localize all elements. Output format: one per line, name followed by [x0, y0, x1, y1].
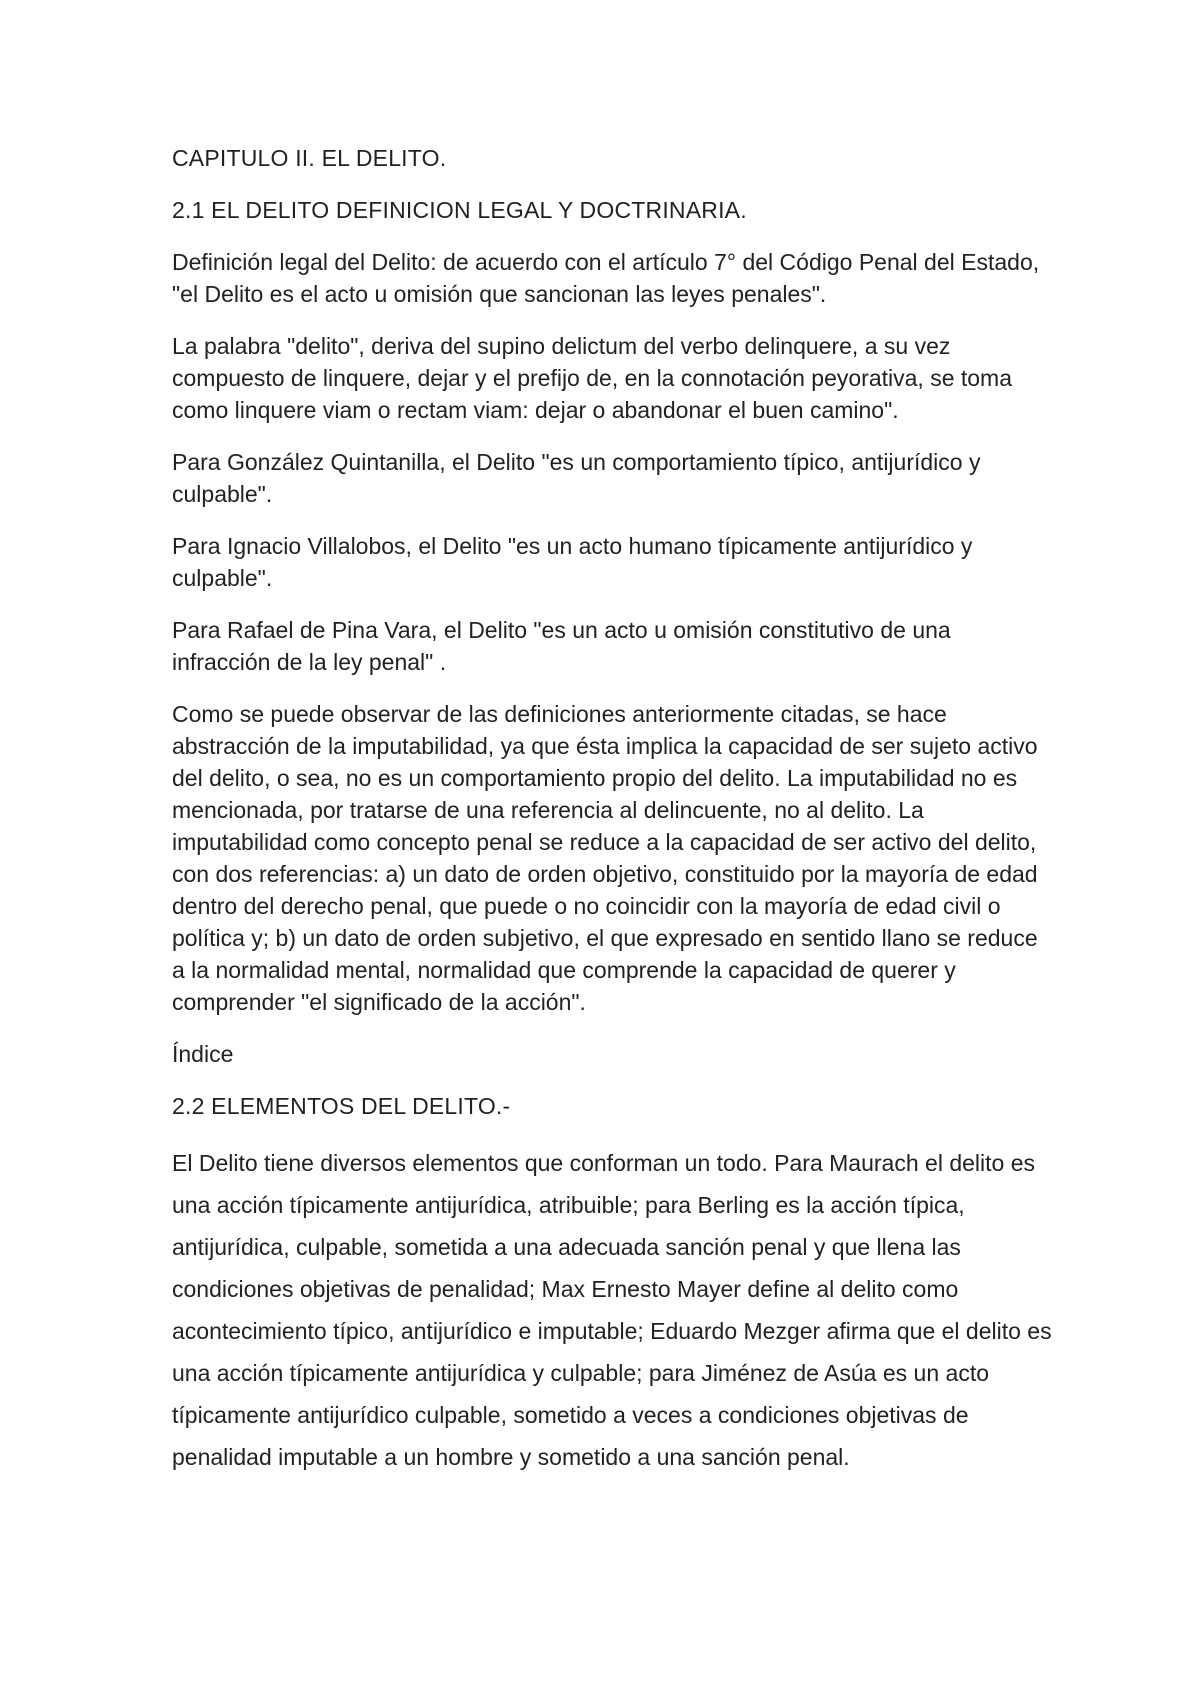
paragraph: Como se puede observar de las definiciones anteriormente citadas, se hace abstracción de la imputabilidad, ya que ésta implica la capacidad de ser sujeto activo del delito, o sea, no es un comportamiento propio del delito. La imputabilidad no es mencionada, por tratarse de una referencia al delincuente, no al delito. La imputabilidad como concepto penal se reduce a la capacidad de ser activo del delito, con dos referencias: a) un dato de orden objetivo, constituido por la mayoría de edad dentro del derecho penal, que puede o no coincidir con la mayoría de edad civil o política y; b) un dato de orden subjetivo, el que expresado en sentido llano se reduce a la normalidad mental, normalidad que comprende la capacidad de querer y comprender "el significado de la acción".	[172, 701, 1038, 1015]
paragraph: Para Rafael de Pina Vara, el Delito "es un acto u omisión constitutivo de una infracción de la ley penal" .	[172, 617, 951, 675]
paragraph: El Delito tiene diversos elementos que conforman un todo. Para Maurach el delito es una acción típicamente antijurídica, atribuible; para Berling es la acción típica, antijurídica, culpable, sometida a una adecuada sanción penal y que llena las condiciones objetivas de penalidad; Max Ernesto Mayer define al delito como acontecimiento típico, antijurídico e imputable; Eduardo Mezger afirma que el delito es una acción típicamente antijurídica y culpable; para Jiménez de Asúa es un acto típicamente antijurídico culpable, sometido a veces a condiciones objetivas de penalidad imputable a un hombre y sometido a una sanción penal.	[172, 1150, 1052, 1470]
document-page	[172, 142, 1052, 1498]
index-link[interactable]: Índice	[172, 1041, 234, 1067]
paragraph: La palabra "delito", deriva del supino delictum del verbo delinquere, a su vez compuesto de linquere, dejar y el prefijo de, en la connotación peyorativa, se toma como linquere viam o rectam viam: dejar o abandonar el buen camino".	[172, 333, 1013, 423]
section-title: 2.1 EL DELITO DEFINICION LEGAL Y DOCTRINARIA.	[172, 197, 747, 223]
paragraph: Para González Quintanilla, el Delito "es un comportamiento típico, antijurídico y culpable".	[172, 449, 981, 507]
chapter-title: CAPITULO II. EL DELITO.	[172, 145, 447, 171]
section-title: 2.2 ELEMENTOS DEL DELITO.-	[172, 1093, 511, 1119]
paragraph: Definición legal del Delito: de acuerdo con el artículo 7° del Código Penal del Estado, "el Delito es el acto u omisión que sancionan las leyes penales".	[172, 249, 1040, 307]
paragraph: Para Ignacio Villalobos, el Delito "es un acto humano típicamente antijurídico y culpable".	[172, 533, 973, 591]
